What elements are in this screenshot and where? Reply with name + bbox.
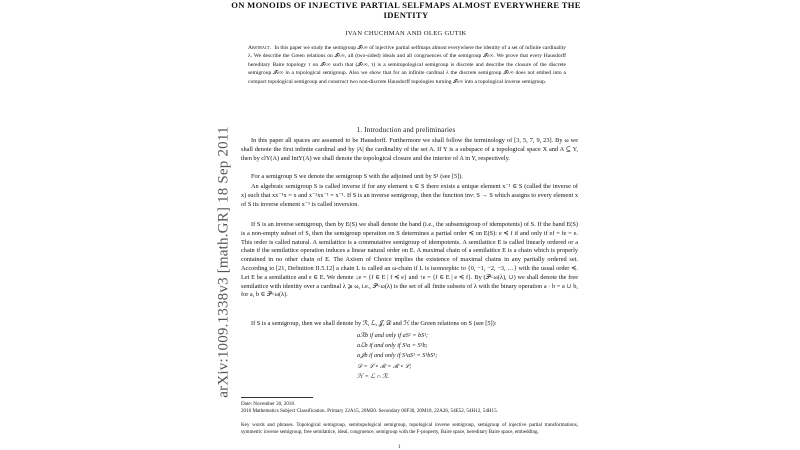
arxiv-identifier-stamp[interactable]: arXiv:1009.1338v3 [math.GR] 18 Sep 2011	[215, 126, 232, 398]
equation-j-relation: a𝒥b if and only if S¹aS¹ = S¹bS¹;	[357, 352, 438, 360]
equation-h-relation: ℋ = ℒ ∩ ℛ.	[357, 372, 389, 380]
equation-l-relation: aℒb if and only if S¹a = S¹b;	[357, 342, 428, 350]
page-number: 1	[398, 444, 401, 450]
abstract-block	[248, 44, 566, 86]
footnote-divider	[241, 397, 313, 398]
author-list: IVAN CHUCHMAN AND OLEG GUTIK	[345, 30, 467, 37]
footnote-date: Date: November 20, 2018.	[241, 401, 296, 407]
paragraph-adjoined-unit: For a semigroup S we denote the semigroup S with the adjoined unit by S¹ (see [5]).	[251, 173, 463, 180]
footnote-keywords: Key words and phrases. Topological semigroup, semitopological semigroup, topological inverse semigroup, semigroup of injective partial transformations, symmetric inverse semigroup, free semilattice, ideal, congruence, semigroup with the F-property, Baire space, hereditary Baire space, embedding.	[241, 422, 578, 435]
paragraph-inverse-semigroup: An algebraic semigroup S is called inverse if for any element x ∈ S there exists a unique element x⁻¹ ∈ S (called the inverse of x) such that xx⁻¹x = x and x⁻¹xx⁻¹ = x⁻¹. If S is an inverse semigroup, then the function inv: S → S which assigns to every element x of S its inverse element x⁻¹ is called inversion.	[241, 183, 578, 208]
paragraph-conventions: In this paper all spaces are assumed to be Hausdorff. Furthermore we shall follow the terminology of [3, 5, 7, 9, 23]. By ω we shall denote the first infinite cardinal and by |A| the cardinality of the set A. If Y is a subspace of a topological space X and A ⊆ Y, then by clY(A) and IntY(A) we shall denote the topological closure and the interior of A in Y, respectively.	[241, 137, 578, 162]
equation-r-relation: aℛb if and only if aS¹ = bS¹;	[357, 332, 429, 339]
paragraph-green-relations: If S is a semigroup, then we shall denote by ℛ, ℒ, 𝒥, 𝒟 and ℋ the Green relations on S (see [5]):	[251, 320, 497, 327]
green-relations-equations	[357, 331, 437, 382]
section-heading: 1. Introduction and preliminaries	[356, 126, 456, 134]
footnote-msc: 2010 Mathematics Subject Classification. Primary 22A15, 20M20. Secondary 06F30, 20M18, 22A26, 54E52, 54H12, 54H15.	[241, 408, 498, 414]
equation-d-relation: 𝒟 = ℒ ∘ ℛ = ℛ ∘ ℒ;	[357, 362, 412, 370]
abstract-text: In this paper we study the semigroup 𝓘λ∞ of injective partial selfmaps almost everywhere the identity of a set of infinite cardinality λ. We describe the Green relations on 𝓘λ∞, all (two-sided) ideals and all congruences of the semigroup 𝓘λ∞. We prove that every Hausdorff hereditary Baire topology τ on 𝓘λ∞ such that (𝓘λ∞, τ) is a semitopological semigroup is discrete and describe the closure of the discrete semigroup 𝓘λ∞ in a topological semigroup. Also we show that for an infinite cardinal λ the discrete semigroup 𝓘λ∞ does not embed into a compact topological semigroup and construct two non-discrete Hausdorff topologies turning 𝓘λ∞ into a topological inverse semigroup.	[248, 45, 566, 85]
abstract-label: Abstract.	[248, 45, 272, 51]
paper-title: ON MONOIDS OF INJECTIVE PARTIAL SELFMAPS ALMOST EVERYWHERE THE IDENTITY	[231, 0, 581, 20]
paragraph-band-semilattice: If S is an inverse semigroup, then by E(S) we shall denote the band (i.e., the subsemigroup of idempotents) of S. If the band E(S) is a non-empty subset of S, then the semigroup operation on S determines a partial order ≼ on E(S): e ≼ f if and only if ef = fe = e. This order is called natural. A semilattice is a commutative semigroup of idempotents. A semilattice E is called linearly ordered or a chain if the semilattice operation induces a linear natural order on E. A maximal chain of a semilattice E is a chain which is properly contained in no other chain of E. The Axiom of Choice implies the existence of maximal chains in any partially ordered set. According to [21, Definition II.5.12] a chain L is called an ω-chain if L is isomorphic to {0, −1, −2, −3, …} with the usual order ≼. Let E be a semilattice and e ∈ E. We denote ↓e = {f ∈ E | f ≼ e} and ↑e = {f ∈ E | e ≼ f}. By (𝒫<ω(λ), ∪) we shall denote the free semilattice with identity over a cardinal λ ⩾ ω, i.e., 𝒫<ω(λ) is the set of all finite subsets of λ with the binary operation a · b = a ∪ b, for a, b ∈ 𝒫<ω(λ).	[241, 221, 578, 299]
